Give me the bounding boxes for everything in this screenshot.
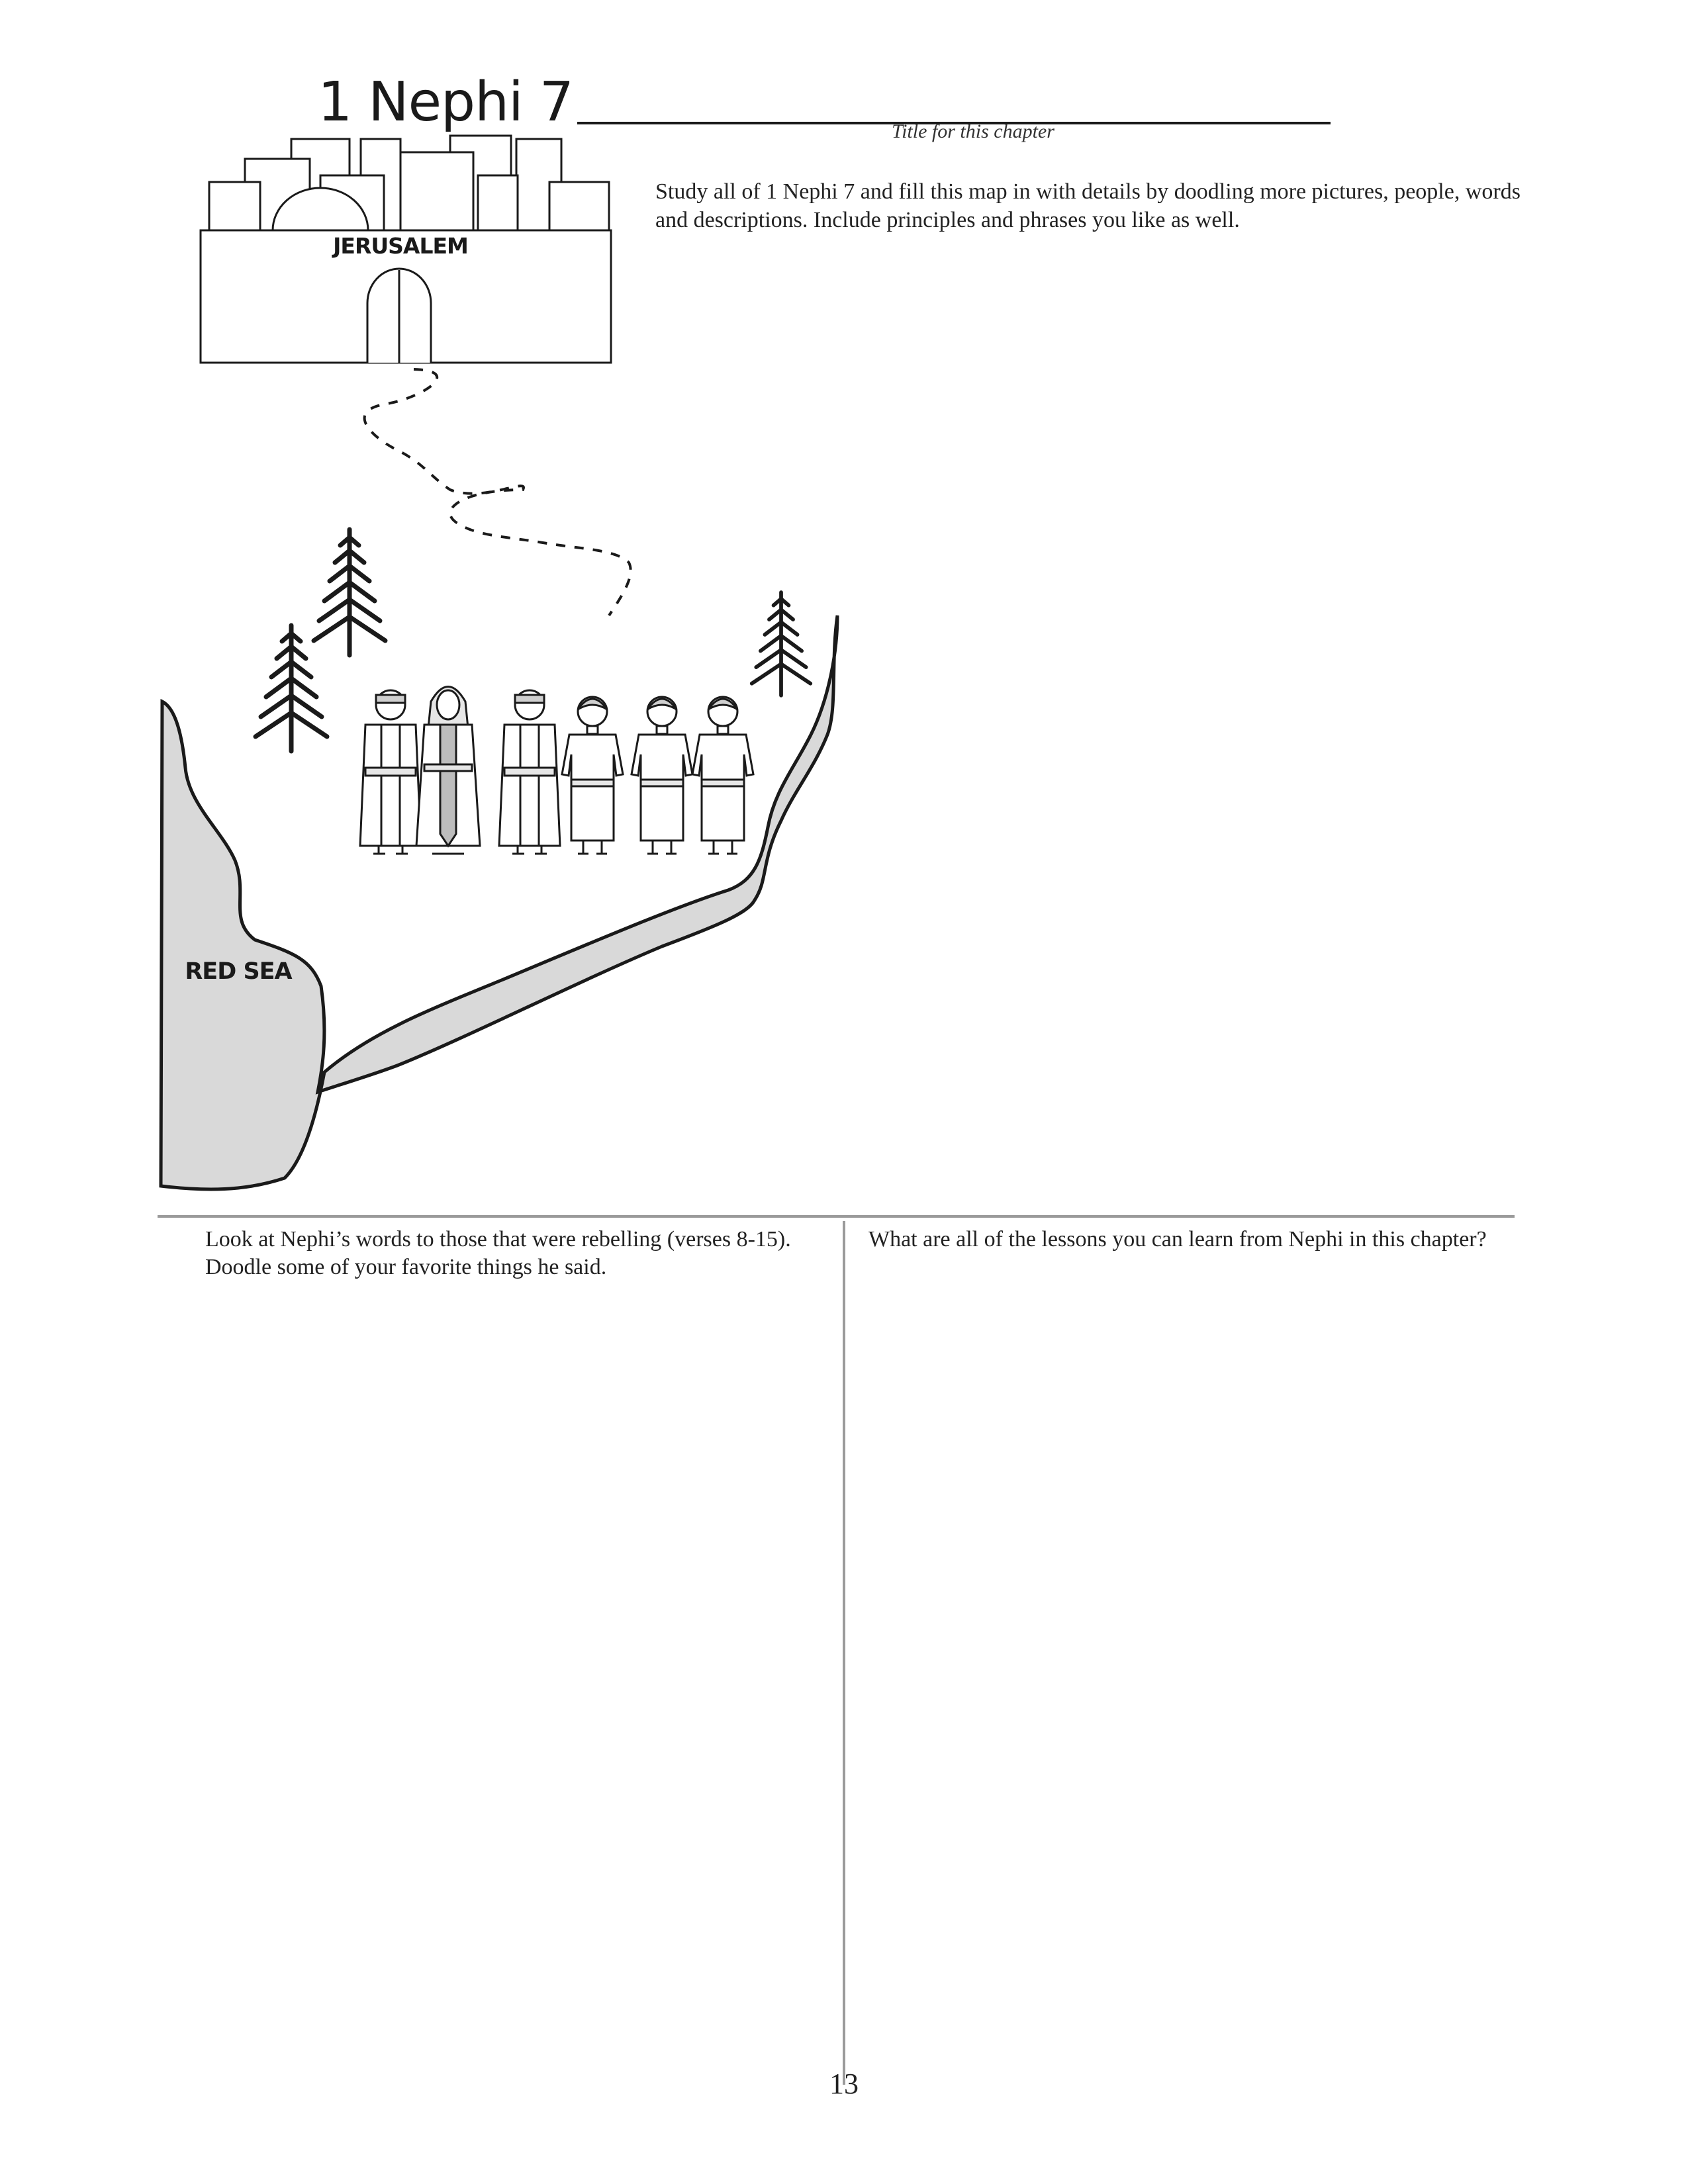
tree-icon <box>314 529 385 655</box>
red-sea <box>161 615 837 1189</box>
page-number: 13 <box>829 2068 859 2100</box>
chapter-title: 1 Nephi 7 <box>318 71 574 134</box>
person-figure <box>416 687 480 854</box>
journey-path <box>365 369 631 615</box>
jerusalem-label: JERUSALEM <box>333 233 468 259</box>
person-figure <box>692 697 753 854</box>
tree-icon <box>752 592 811 696</box>
right-prompt: What are all of the lessons you can learn from Nephi in this chapter? <box>868 1227 1487 1251</box>
person-figure <box>360 690 421 854</box>
person-figure <box>632 697 692 854</box>
instructions-text: Study all of 1 Nephi 7 and fill this map in with details by doodling more pictures, people, words and descriptions. Include principles and phrases you like as well. <box>655 179 1521 232</box>
red-sea-label: RED SEA <box>185 958 292 985</box>
person-figure <box>562 697 623 854</box>
title-caption: Title for this chapter <box>892 120 1055 142</box>
person-figure <box>499 690 560 854</box>
tree-icon <box>256 625 327 751</box>
left-prompt: Look at Nephi’s words to those that were rebelling (verses 8-15). Doodle some of your favorite things he said. <box>205 1227 791 1279</box>
